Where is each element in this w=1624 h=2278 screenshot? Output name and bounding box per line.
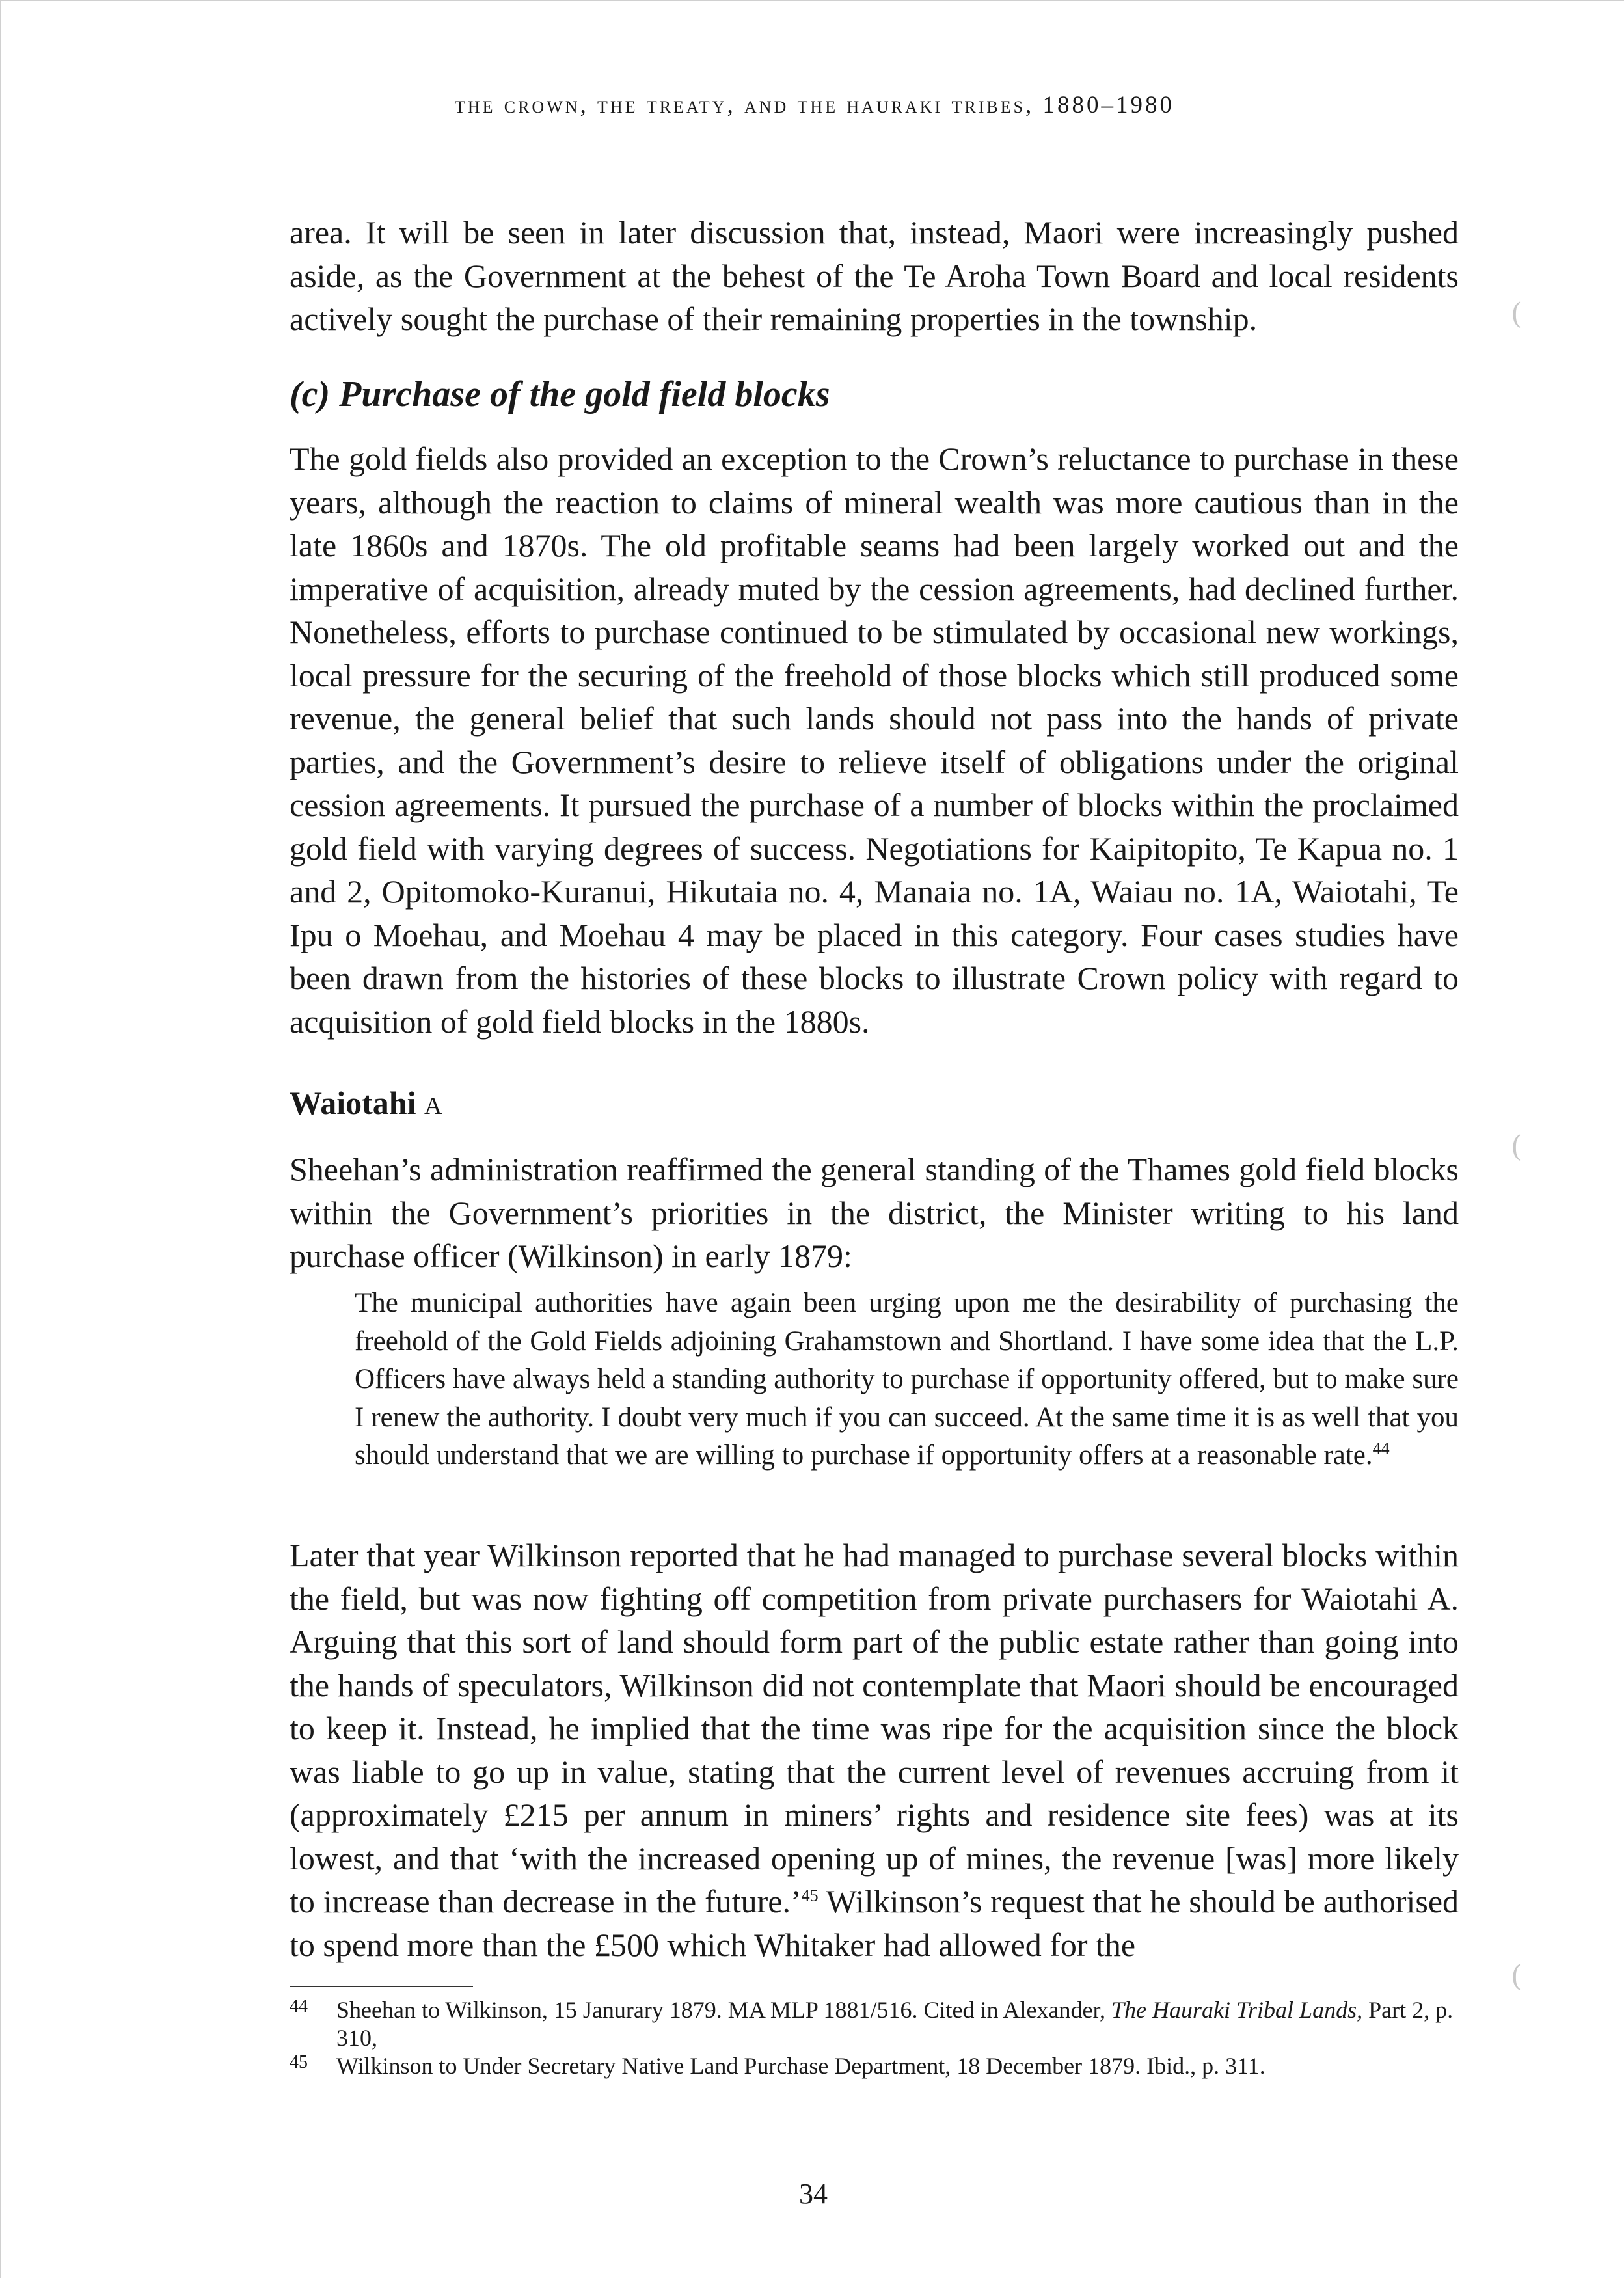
- paragraph-intro: area. It will be seen in later discussion that, instead, Maori were increasingly pushed aside, as the Government at the behest of the Te Aroha Town Board and local residents actively sought the purchase of their remaining properties in the township.: [290, 214, 1459, 337]
- subheading-waiotahi-suffix: A: [424, 1092, 442, 1120]
- subheading-waiotahi-title: Waiotahi: [290, 1085, 416, 1121]
- block-quote: [355, 1284, 1459, 1475]
- block-quote-text: The municipal authorities have again been urging upon me the desirability of purchasing the freehold of the Gold Fields adjoining Grahamstown and Shortland. I have some idea that the L.P. Officers have always held a standing authority to purchase if opportunity offered, but to make sure I renew the authority. I doubt very much if you can succeed. At the same time it is as well that you should understand that we are willing to purchase if opportunity offers at a reasonable rate.: [355, 1288, 1459, 1471]
- footnote: [290, 2052, 1459, 2080]
- margin-mark: (: [1511, 1960, 1522, 1993]
- page-number: 34: [799, 2178, 828, 2210]
- footnote-text: [336, 2052, 1459, 2080]
- paragraph-wilkinson-text-a: Later that year Wilkinson reported that he had managed to purchase several blocks within the field, but was now fighting off competition from private purchasers for Waiotahi A. Arguing that this sort of land should form part of the public estate rather than going into the hands of speculators, Wilkinson did not contemplate that Maori should be encouraged to keep it. Instead, he implied that the time was ripe for the acquisition since the block was liable to go up in value, stating that the current level of revenues accruing from it (approximately £215 per annum in miners’ rights and residence site fees) was at its lowest, and that ‘with the increased opening up of mines, the revenue [was] more likely to increase than decrease in the future.’: [290, 1537, 1459, 1919]
- footnote-text-b: Part 2, p. 310,: [336, 1997, 1454, 2051]
- footnote-ref-45: 45: [801, 1886, 819, 1905]
- footnote-number: 45: [290, 2052, 308, 2072]
- section-heading-gold-field-blocks: (c) Purchase of the gold field blocks: [290, 374, 830, 414]
- footnote-rule: [290, 1986, 473, 1987]
- running-head: the crown, the treaty, and the hauraki tribes, 1880–1980: [454, 92, 1175, 118]
- paragraph-wilkinson-text-b: Wilkinson’s request that he should be authorised to spend more than the £500 which Whitaker had allowed for the: [290, 1883, 1459, 1963]
- paragraph-sheehan: Sheehan’s administration reaffirmed the general standing of the Thames gold field blocks within the Government’s priorities in the district, the Minister writing to his land purchase officer (Wilkinson) in early 1879:: [290, 1151, 1459, 1274]
- margin-mark: (: [1511, 1130, 1522, 1163]
- paragraph-wilkinson: [290, 1534, 1459, 1966]
- subheading-waiotahi: [290, 1084, 442, 1122]
- footnote-text-a: Wilkinson to Under Secretary Native Land Purchase Department, 18 December 1879. Ibid., p. 311.: [336, 2053, 1265, 2079]
- margin-mark: (: [1511, 297, 1522, 331]
- footnotes: [290, 1996, 1459, 2080]
- footnote-italic-title: The Hauraki Tribal Lands,: [1111, 1997, 1363, 2023]
- footnote-number: 44: [290, 1996, 308, 2016]
- footnote: [290, 1996, 1459, 2052]
- footnote-text: [336, 1996, 1459, 2052]
- footnote-ref-44: 44: [1372, 1439, 1390, 1458]
- footnote-text-a: Sheehan to Wilkinson, 15 Janurary 1879. MA MLP 1881/516. Cited in Alexander,: [336, 1997, 1112, 2023]
- paragraph-gold-fields: The gold fields also provided an exception to the Crown’s reluctance to purchase in these years, although the reaction to claims of mineral wealth was more cautious than in the late 1860s and 1870s. The old profitable seams had been largely worked out and the imperative of acquisition, already muted by the cession agreements, had declined further. Nonetheless, efforts to purchase continued to be stimulated by occasional new workings, local pressure for the securing of the freehold of those blocks which still produced some revenue, the general belief that such lands should not pass into the hands of private parties, and the Government’s desire to relieve itself of obligations under the original cession agreements. It pursued the purchase of a number of blocks within the proclaimed gold field with varying degrees of success. Negotiations for Kaipitopito, Te Kapua no. 1 and 2, Opitomoko-Kuranui, Hikutaia no. 4, Manaia no. 1A, Waiau no. 1A, Waiotahi, Te Ipu o Moehau, and Moehau 4 may be placed in this category. Four cases studies have been drawn from the histories of these blocks to illustrate Crown policy with regard to acquisition of gold field blocks in the 1880s.: [290, 441, 1459, 1040]
